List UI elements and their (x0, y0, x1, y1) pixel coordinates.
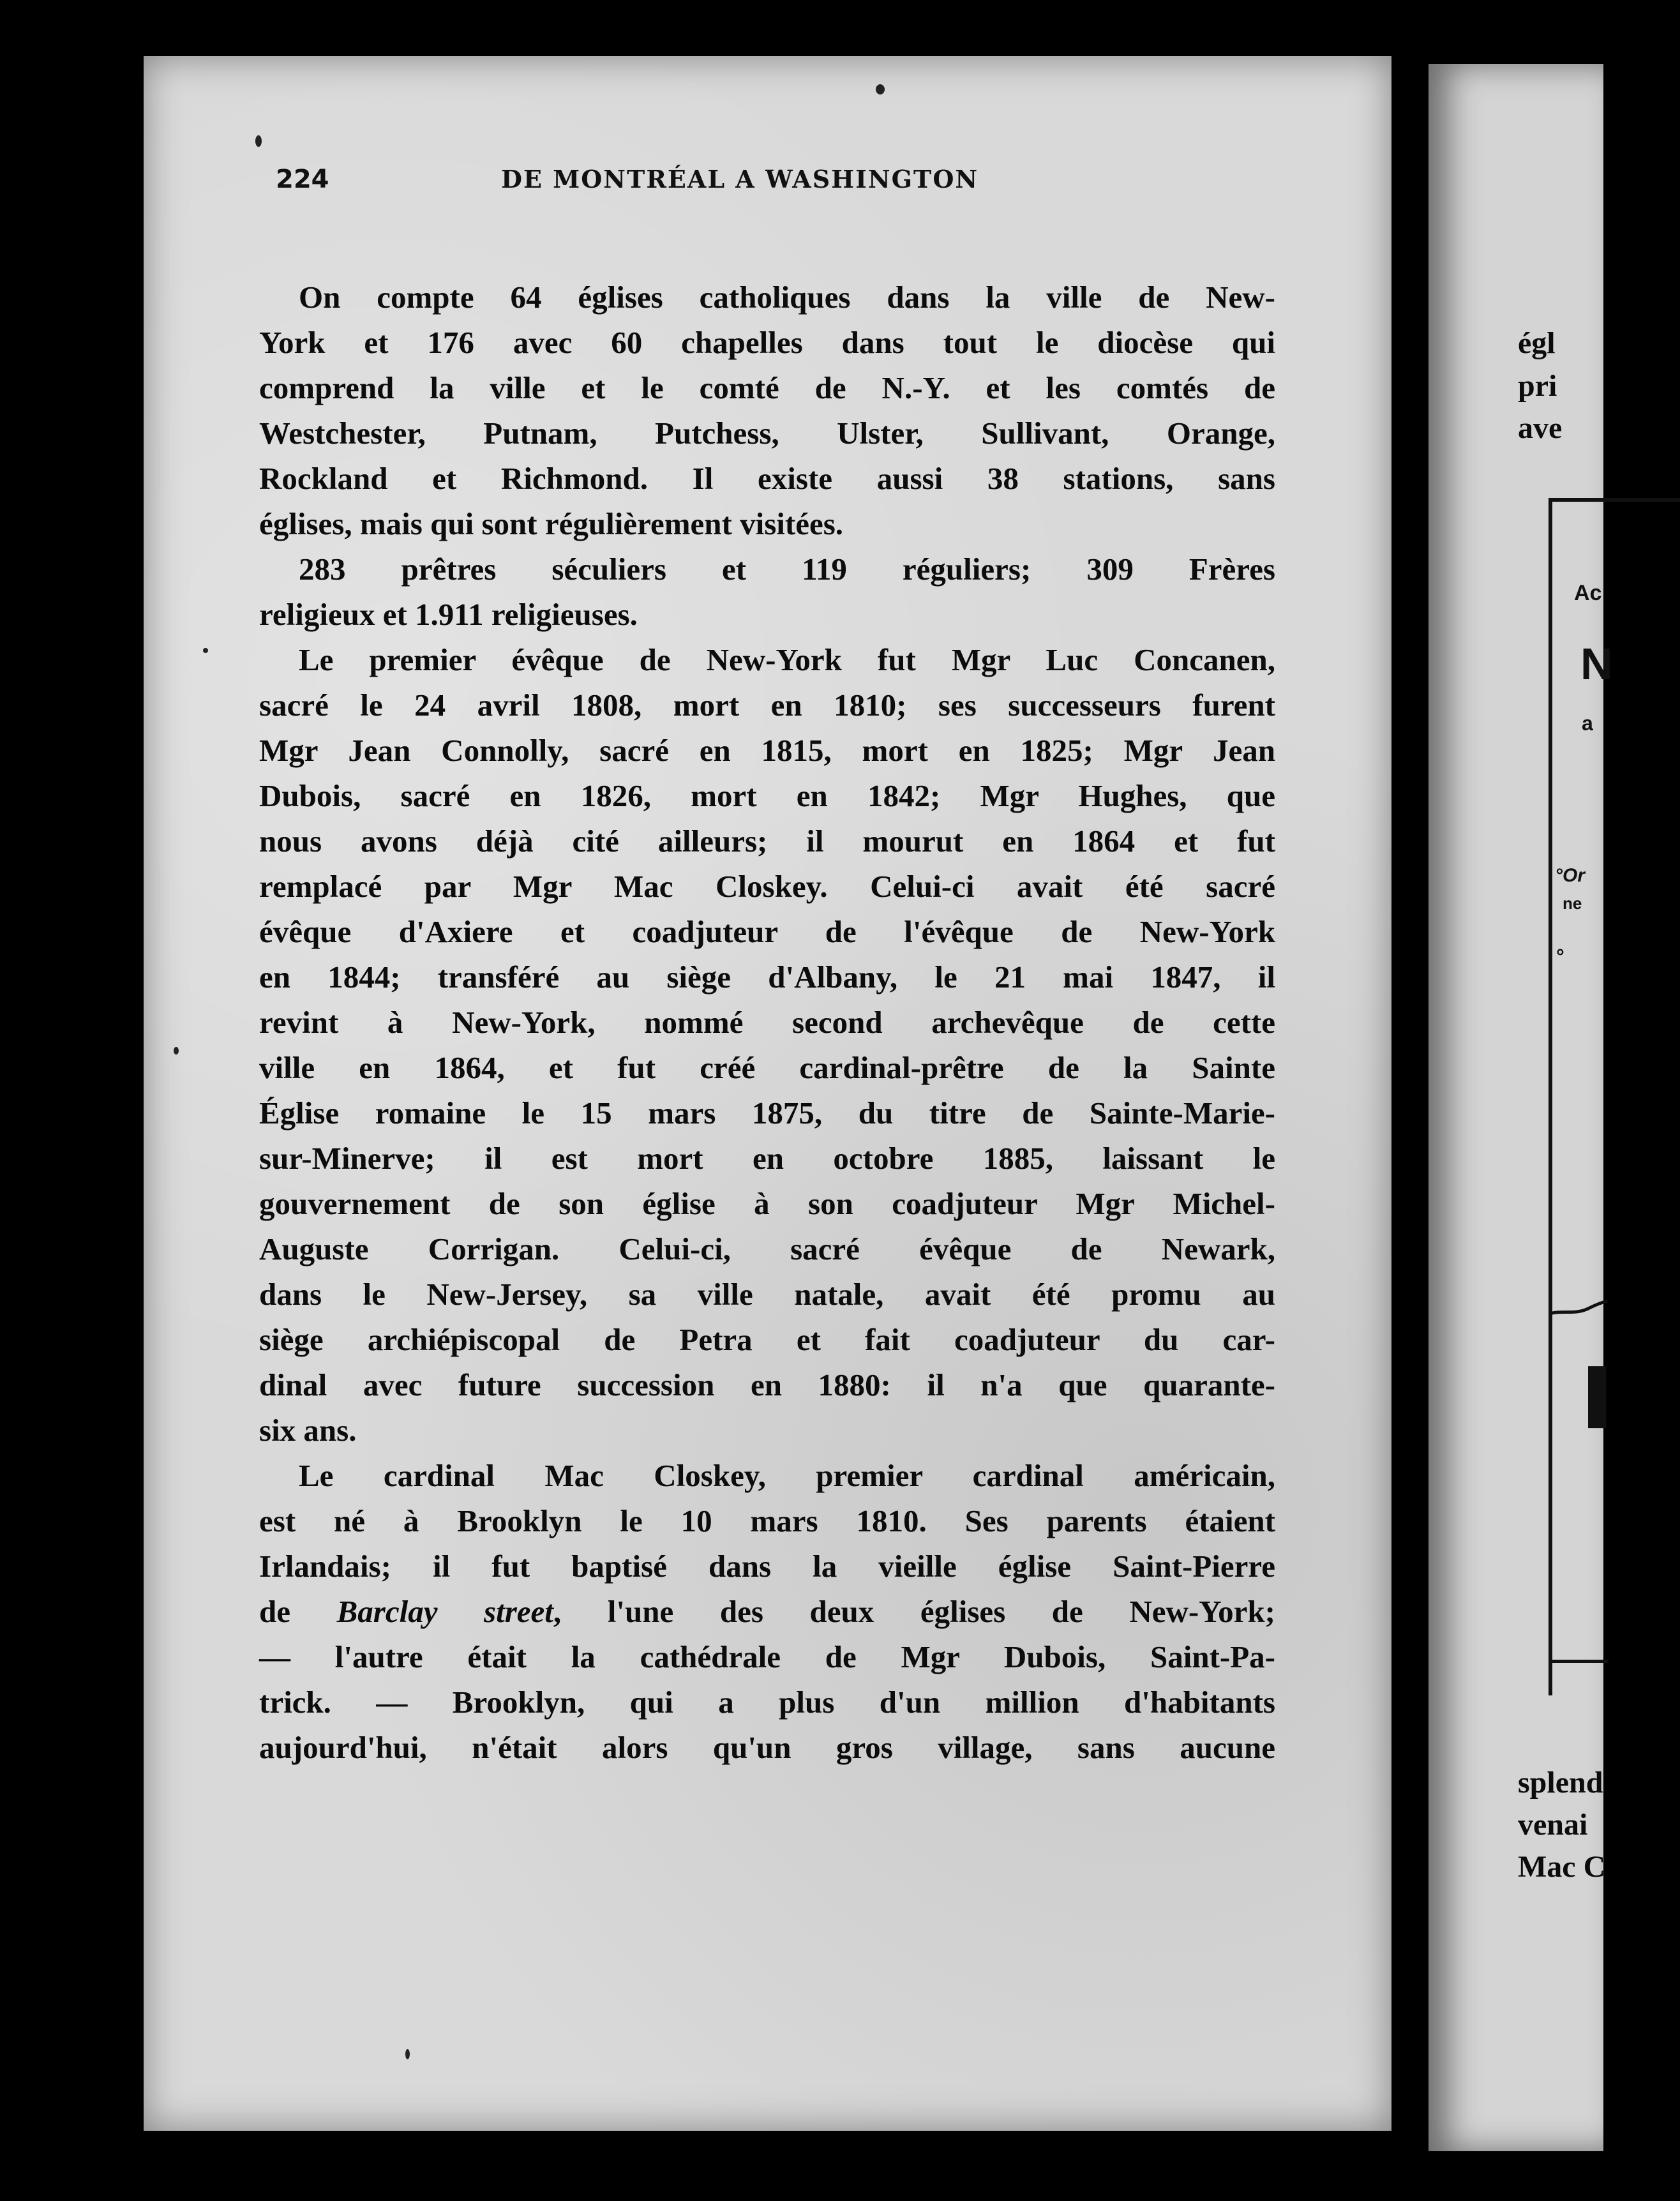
right-page-line: splend (1518, 1766, 1603, 1799)
text-fragment: de (259, 1594, 337, 1629)
text-line: gouvernement de son église à son coadjuteur Mgr Michel- (259, 1186, 1275, 1221)
right-page-line: Mac C (1518, 1850, 1606, 1884)
print-speck (876, 84, 885, 94)
running-header (0, 165, 1603, 209)
right-page-line: ave (1518, 411, 1563, 445)
text-line: nous avons déjà cité ailleurs; il mourut en 1864 et fut (259, 823, 1275, 859)
right-page-map-frame (1549, 498, 1680, 1695)
text-line: Auguste Corrigan. Celui-ci, sacré évêque de Newark, (259, 1231, 1275, 1266)
page-number: 224 (276, 165, 329, 194)
right-page-line: égl (1518, 326, 1556, 360)
right-page-fragment: N (1580, 639, 1613, 689)
text-line: ville en 1864, et fut créé cardinal-prêtre de la Sainte (259, 1050, 1275, 1085)
text-line: revint à New-York, nommé second archevêque de cette (259, 1005, 1275, 1040)
right-page-fragment: ▌ (1588, 1367, 1624, 1424)
text-line: Westchester, Putnam, Putchess, Ulster, Sullivant, Orange, (259, 416, 1275, 451)
print-speck (174, 1047, 179, 1055)
text-line: Le cardinal Mac Closkey, premier cardinal américain, (299, 1458, 1275, 1493)
running-title: DE MONTRÉAL A WASHINGTON (501, 165, 979, 193)
text-line: Mgr Jean Connolly, sacré en 1815, mort en 1825; Mgr Jean (259, 733, 1275, 768)
print-speck (203, 648, 208, 653)
text-line: est né à Brooklyn le 10 mars 1810. Ses parents étaient (259, 1503, 1275, 1538)
text-line: en 1844; transféré au siège d'Albany, le 21 mai 1847, il (259, 959, 1275, 995)
text-line: sacré le 24 avril 1808, mort en 1810; ses successeurs furent (259, 687, 1275, 723)
right-page-fragment: °Or (1555, 865, 1586, 886)
text-line: six ans. (259, 1413, 357, 1448)
print-speck (255, 135, 262, 147)
text-line: 283 prêtres séculiers et 119 réguliers; 309 Frères (299, 552, 1275, 587)
right-page-line: venai (1518, 1808, 1588, 1842)
text-line: églises, mais qui sont régulièrement visitées. (259, 506, 844, 541)
text-line: Dubois, sacré en 1826, mort en 1842; Mgr Hughes, que (259, 778, 1275, 813)
text-line: Le premier évêque de New-York fut Mgr Luc Concanen, (299, 642, 1275, 677)
text-line: Irlandais; il fut baptisé dans la vieille église Saint-Pierre (259, 1549, 1275, 1584)
text-line: évêque d'Axiere et coadjuteur de l'évêque de New-York (259, 914, 1275, 949)
body-text (259, 276, 1275, 1827)
right-page-fragment: ° (1556, 945, 1564, 968)
text-line: Église romaine le 15 mars 1875, du titre de Sainte-Marie- (259, 1095, 1275, 1131)
text-line: aujourd'hui, n'était alors qu'un gros village, sans aucune (259, 1730, 1275, 1765)
right-page-fragment: a (1582, 712, 1593, 735)
text-line: — l'autre était la cathédrale de Mgr Dubois, Saint-Pa- (259, 1639, 1275, 1674)
right-page-line: pri (1518, 369, 1557, 403)
text-line (259, 1590, 1275, 1634)
right-page-edge (1429, 64, 1624, 2151)
text-line: siège archiépiscopal de Petra et fait coadjuteur du car- (259, 1322, 1275, 1357)
text-line: On compte 64 églises catholiques dans la ville de New- (299, 280, 1275, 315)
text-line: York et 176 avec 60 chapelles dans tout le diocèse qui (259, 325, 1275, 360)
text-fragment: , l'une des deux églises de New-York; (553, 1594, 1275, 1629)
text-line: religieux et 1.911 religieuses. (259, 597, 638, 632)
text-line: remplacé par Mgr Mac Closkey. Celui-ci avait été sacré (259, 869, 1275, 904)
text-line: dans le New-Jersey, sa ville natale, avait été promu au (259, 1277, 1275, 1312)
right-page-fragment: ne (1563, 894, 1582, 913)
text-line: comprend la ville et le comté de N.-Y. et les comtés de (259, 370, 1275, 405)
text-line: Rockland et Richmond. Il existe aussi 38 stations, sans (259, 461, 1275, 496)
italic-street-name: Barclay street (336, 1594, 553, 1629)
map-bottom-border (1551, 1660, 1609, 1663)
print-speck (405, 2049, 410, 2059)
text-line: dinal avec future succession en 1880: il n'a que quarante- (259, 1367, 1275, 1402)
text-line: trick. — Brooklyn, qui a plus d'un million d'habitants (259, 1685, 1275, 1720)
right-page-fragment: Ac (1574, 581, 1602, 605)
text-line: sur-Minerve; il est mort en octobre 1885, laissant le (259, 1141, 1275, 1176)
map-line-fragment (1550, 1296, 1607, 1353)
